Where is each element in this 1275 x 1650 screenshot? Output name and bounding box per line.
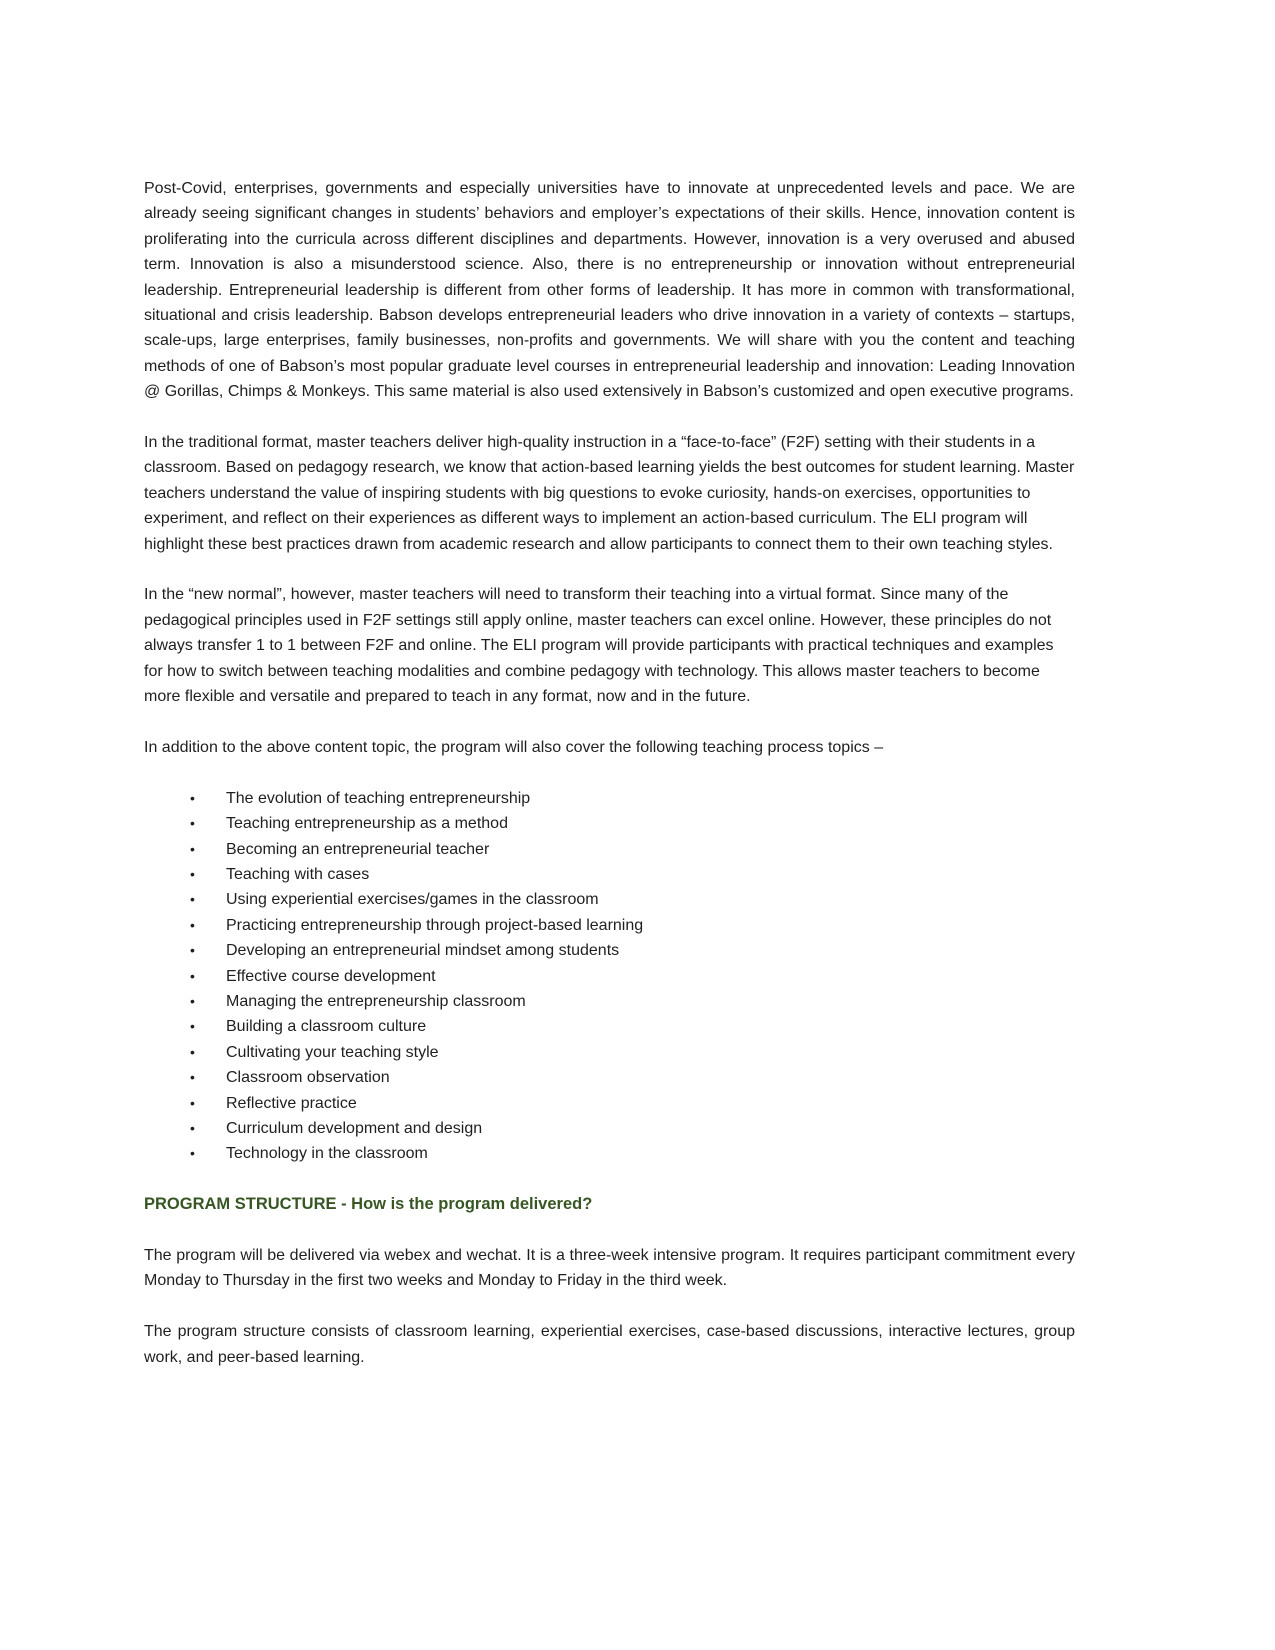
program-structure-heading: PROGRAM STRUCTURE - How is the program delivered? <box>144 1195 593 1214</box>
list-item <box>144 938 1075 963</box>
bullet-icon: • <box>190 992 195 1009</box>
bullet-icon: • <box>190 942 195 959</box>
paragraph-teaching-process-intro: In addition to the above content topic, the program will also cover the following teaching process topics – <box>144 738 884 756</box>
list-item-label: Practicing entrepreneurship through project-based learning <box>226 916 644 934</box>
list-item-label: Becoming an entrepreneurial teacher <box>226 840 490 858</box>
bullet-icon: • <box>190 789 195 806</box>
bullet-icon: • <box>190 1145 195 1162</box>
bullet-icon: • <box>190 1094 195 1111</box>
list-item-label: Using experiential exercises/games in the classroom <box>226 891 599 909</box>
list-item-label: Teaching entrepreneurship as a method <box>226 815 508 833</box>
list-item <box>144 1014 1075 1039</box>
list-item-label: Managing the entrepreneurship classroom <box>226 992 526 1010</box>
list-item <box>144 989 1075 1014</box>
paragraph-traditional-format: In the traditional format, master teachers deliver high-quality instruction in a “face-to-face” (F2F) setting with their students in a classroom. Based on pedagogy research, we know that action-based learning yields the best outcomes for student learning. Master teachers understand the value of inspiring students with big questions to evoke curiosity, hands-on exercises, opportunities to experiment, and reflect on their experiences as different ways to implement an action-based curriculum. The ELI program will highlight these best practices drawn from academic research and allow participants to connect them to their own teaching styles. <box>144 434 1075 553</box>
list-item-label: Teaching with cases <box>226 865 370 883</box>
list-item <box>144 837 1075 862</box>
bullet-icon: • <box>190 1018 195 1035</box>
list-item <box>144 887 1075 912</box>
bullet-icon: • <box>190 916 195 933</box>
list-item-label: The evolution of teaching entrepreneurship <box>226 789 531 807</box>
bullet-icon: • <box>190 840 195 857</box>
bullet-icon: • <box>190 865 195 882</box>
list-item <box>144 1091 1075 1116</box>
list-item-label: Building a classroom culture <box>226 1018 427 1036</box>
paragraph-post-covid: Post-Covid, enterprises, governments and especially universities have to innovate at unprecedented levels and pace. We are already seeing significant changes in students’ behaviors and employer’s expectations of their skills. Hence, innovation content is proliferating into the curricula across different disciplines and departments. However, innovation is a very overused and abused term. Innovation is also a misunderstood science. Also, there is no entrepreneurship or innovation without entrepreneurial leadership. Entrepreneurial leadership is different from other forms of leadership. It has more in common with transformational, situational and crisis leadership. Babson develops entrepreneurial leaders who drive innovation in a variety of contexts – startups, scale-ups, large enterprises, family businesses, non-profits and governments. We will share with you the content and teaching methods of one of Babson’s most popular graduate level courses in entrepreneurial leadership and innovation: Leading Innovation @ Gorillas, Chimps & Monkeys. This same material is also used extensively in Babson’s customized and open executive programs. <box>144 180 1075 401</box>
bullet-icon: • <box>190 1069 195 1086</box>
bullet-icon: • <box>190 891 195 908</box>
list-item <box>144 786 1075 811</box>
list-item <box>144 964 1075 989</box>
list-item <box>144 1065 1075 1090</box>
teaching-topics-list <box>144 786 1075 1167</box>
list-item <box>144 862 1075 887</box>
bullet-icon: • <box>190 1119 195 1136</box>
list-item <box>144 1040 1075 1065</box>
paragraph-delivery: The program will be delivered via webex and wechat. It is a three-week intensive program. It requires participant commitment every Monday to Thursday in the first two weeks and Monday to Friday in the third week. <box>144 1246 1075 1290</box>
document-body <box>144 176 1075 1395</box>
paragraph-structure: The program structure consists of classroom learning, experiential exercises, case-based discussions, interactive lectures, group work, and peer-based learning. <box>144 1323 1075 1366</box>
list-item <box>144 1141 1075 1166</box>
list-item-label: Reflective practice <box>226 1094 357 1112</box>
list-item-label: Developing an entrepreneurial mindset among students <box>226 942 620 960</box>
bullet-icon: • <box>190 1043 195 1060</box>
bullet-icon: • <box>190 967 195 984</box>
paragraph-new-normal: In the “new normal”, however, master teachers will need to transform their teaching into a virtual format. Since many of the pedagogical principles used in F2F settings still apply online, master teachers can excel online. However, these principles do not always transfer 1 to 1 between F2F and online. The ELI program will provide participants with practical techniques and examples for how to switch between teaching modalities and combine pedagogy with technology. This allows master teachers to become more flexible and versatile and prepared to teach in any format, now and in the future. <box>144 586 1054 706</box>
list-item <box>144 1116 1075 1141</box>
list-item <box>144 913 1075 938</box>
list-item <box>144 811 1075 836</box>
bullet-icon: • <box>190 815 195 832</box>
list-item-label: Effective course development <box>226 967 436 985</box>
list-item-label: Cultivating your teaching style <box>226 1043 439 1061</box>
list-item-label: Technology in the classroom <box>226 1145 428 1163</box>
list-item-label: Classroom observation <box>226 1069 390 1087</box>
list-item-label: Curriculum development and design <box>226 1119 483 1137</box>
